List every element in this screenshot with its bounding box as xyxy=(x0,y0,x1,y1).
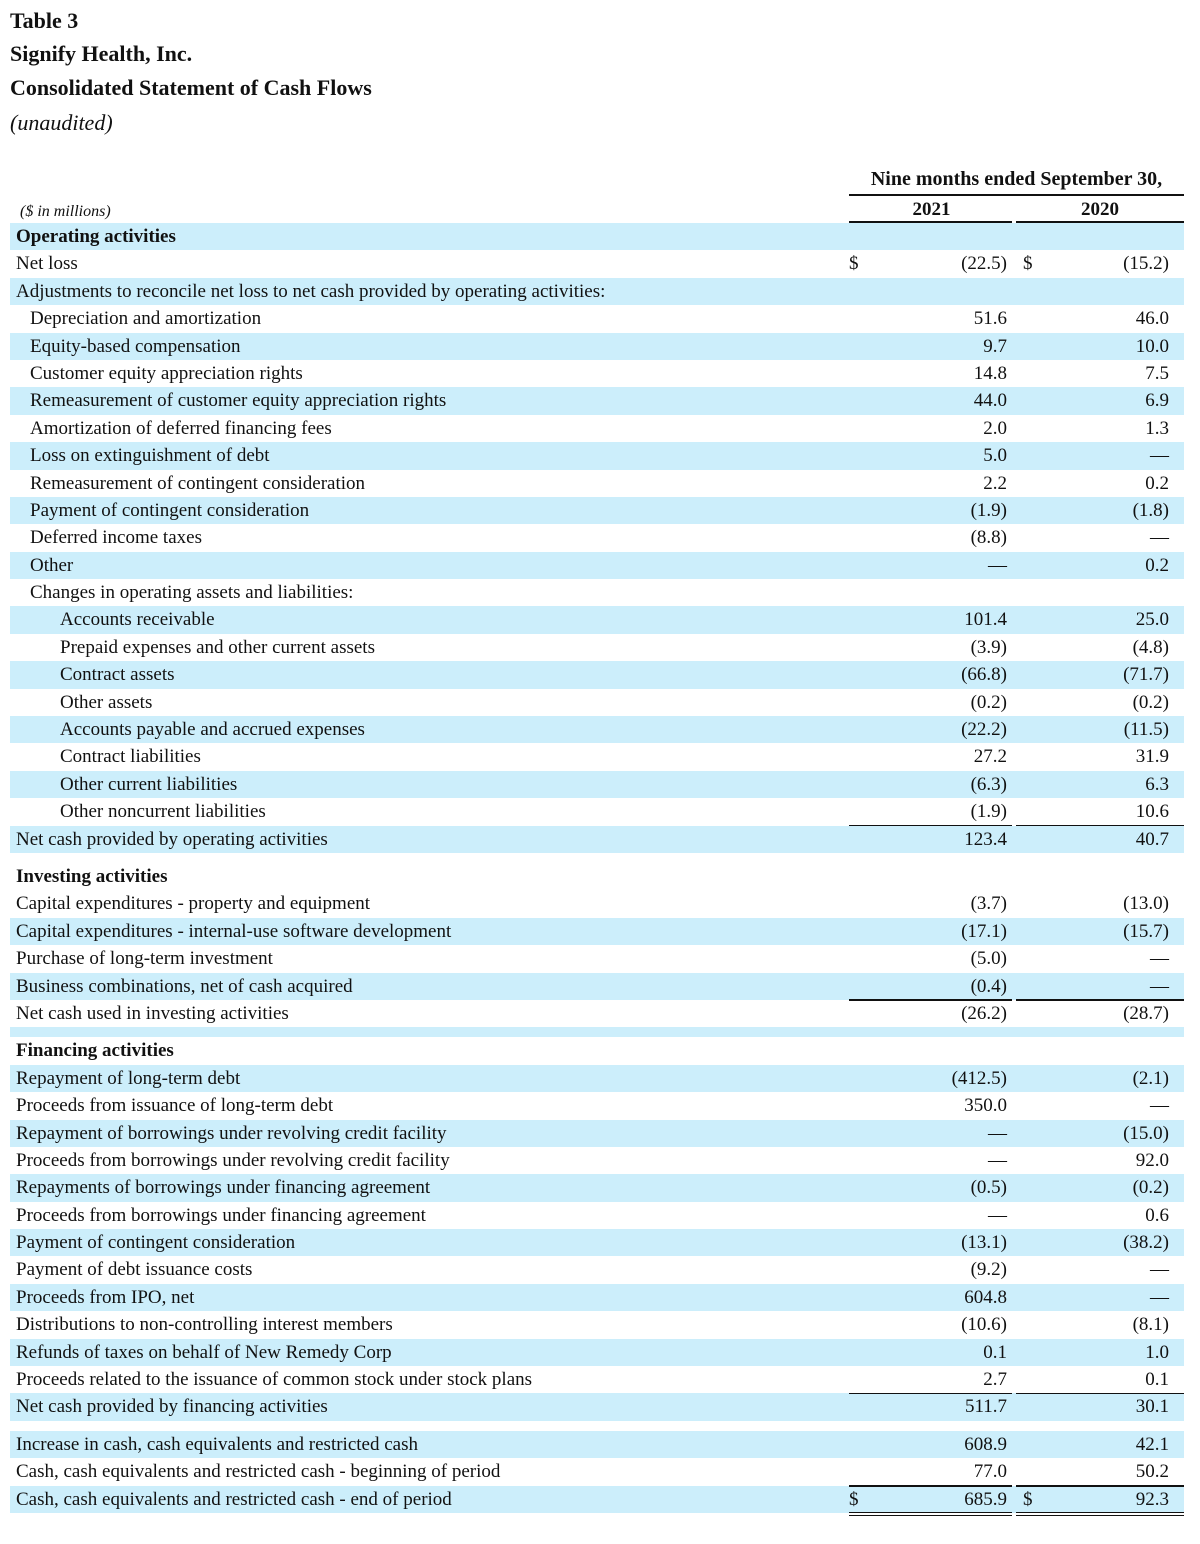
table-row xyxy=(10,579,1184,606)
value-2021: 604.8 xyxy=(964,1286,1007,1308)
table-row xyxy=(10,1431,1184,1458)
row-label: Loss on extinguishment of debt xyxy=(30,445,270,467)
table-row xyxy=(10,442,1184,469)
value-2020: 92.3 xyxy=(1135,1488,1169,1510)
value-2021: (3.9) xyxy=(970,636,1007,658)
row-label: Changes in operating assets and liabilities: xyxy=(30,582,354,604)
row-label: Refunds of taxes on behalf of New Remedy Corp xyxy=(16,1341,392,1363)
currency-symbol-2020: $ xyxy=(1023,253,1033,275)
value-2021: (8.8) xyxy=(970,527,1007,549)
value-2020: (11.5) xyxy=(1123,719,1169,741)
value-2021: 608.9 xyxy=(964,1433,1007,1455)
row-label: Repayment of borrowings under revolving credit facility xyxy=(16,1122,447,1144)
value-2020: — xyxy=(1150,975,1169,997)
currency-symbol-2021: $ xyxy=(849,1488,859,1510)
value-2020: — xyxy=(1150,948,1169,970)
table-row xyxy=(10,890,1184,917)
value-2020: 46.0 xyxy=(1135,308,1169,330)
row-label: Adjustments to reconcile net loss to net cash provided by operating activities: xyxy=(16,280,606,302)
table-row xyxy=(10,1339,1184,1366)
value-2021: — xyxy=(988,1122,1007,1144)
row-label: Proceeds from IPO, net xyxy=(16,1286,195,1308)
value-2020: (1.8) xyxy=(1132,499,1169,521)
row-label: Repayments of borrowings under financing agreement xyxy=(16,1177,431,1199)
value-2021: — xyxy=(988,1204,1007,1226)
currency-symbol-2020: $ xyxy=(1023,1488,1033,1510)
table-row xyxy=(10,1147,1184,1174)
row-label: Other noncurrent liabilities xyxy=(60,801,266,823)
table-row xyxy=(10,1174,1184,1201)
year-2020-header: 2020 xyxy=(1081,199,1119,220)
value-2020: 6.9 xyxy=(1145,390,1169,412)
table-row xyxy=(10,1311,1184,1338)
row-label: Amortization of deferred financing fees xyxy=(30,417,332,439)
table-row xyxy=(10,798,1184,825)
value-2020: (71.7) xyxy=(1123,664,1169,686)
table-row xyxy=(10,1284,1184,1311)
table-row xyxy=(10,661,1184,688)
table-row xyxy=(10,973,1184,1000)
value-2021: (5.0) xyxy=(970,948,1007,970)
cash-flow-table xyxy=(10,223,1184,1513)
row-label: Purchase of long-term investment xyxy=(16,948,273,970)
table-row xyxy=(10,1120,1184,1147)
value-2021: 9.7 xyxy=(983,335,1007,357)
table-row xyxy=(10,634,1184,661)
value-2021: (22.5) xyxy=(961,253,1007,275)
value-2021: 2.2 xyxy=(983,472,1007,494)
value-2021: (26.2) xyxy=(961,1002,1007,1024)
row-label: Proceeds from borrowings under financing agreement xyxy=(16,1204,426,1226)
table-row xyxy=(10,1256,1184,1283)
table-row xyxy=(10,1393,1184,1420)
value-2021: 123.4 xyxy=(964,828,1007,850)
value-2020: — xyxy=(1150,1095,1169,1117)
row-spacer xyxy=(10,1027,1184,1037)
value-2021: (10.6) xyxy=(961,1314,1007,1336)
row-label: Payment of contingent consideration xyxy=(16,1232,296,1254)
value-2020: 31.9 xyxy=(1135,746,1169,768)
value-2020: (13.0) xyxy=(1123,893,1169,915)
value-2021: — xyxy=(988,1149,1007,1171)
value-2020: (38.2) xyxy=(1123,1232,1169,1254)
row-label: Other assets xyxy=(60,691,153,713)
value-2020: (15.2) xyxy=(1123,253,1169,275)
table-row xyxy=(10,387,1184,414)
value-2021: (1.9) xyxy=(970,801,1007,823)
row-label: Increase in cash, cash equivalents and restricted cash xyxy=(16,1433,418,1455)
value-2021: 51.6 xyxy=(973,308,1007,330)
table-row xyxy=(10,826,1184,853)
table-row xyxy=(10,250,1184,277)
value-2021: (66.8) xyxy=(961,664,1007,686)
value-2021: 2.0 xyxy=(983,417,1007,439)
table-row xyxy=(10,305,1184,332)
table-row xyxy=(10,333,1184,360)
table-row xyxy=(10,1202,1184,1229)
value-2020: 1.3 xyxy=(1145,417,1169,439)
row-label: Investing activities xyxy=(16,865,168,887)
value-2021: (0.4) xyxy=(970,975,1007,997)
row-label: Payment of contingent consideration xyxy=(30,499,310,521)
value-2020: 0.6 xyxy=(1145,1204,1169,1226)
table-row xyxy=(10,1486,1184,1513)
row-label: Business combinations, net of cash acquired xyxy=(16,975,353,997)
table-row xyxy=(10,497,1184,524)
table-row xyxy=(10,552,1184,579)
subtotal-rule-2020 xyxy=(1016,999,1184,1001)
row-label: Proceeds related to the issuance of common stock under stock plans xyxy=(16,1369,533,1391)
value-2020: — xyxy=(1150,445,1169,467)
total-double-rule-2020 xyxy=(1016,1512,1184,1516)
value-2020: — xyxy=(1150,527,1169,549)
value-2021: (13.1) xyxy=(961,1232,1007,1254)
table-row xyxy=(10,415,1184,442)
subtotal-rule-2020 xyxy=(1016,1393,1184,1395)
value-2020: (15.7) xyxy=(1123,920,1169,942)
value-2020: (0.2) xyxy=(1132,691,1169,713)
section-header xyxy=(10,223,1184,250)
year-2021-header: 2021 xyxy=(912,199,951,220)
table-row xyxy=(10,1065,1184,1092)
table-row xyxy=(10,716,1184,743)
row-label: Net cash provided by operating activities xyxy=(16,828,328,850)
row-label: Other xyxy=(30,554,74,576)
value-2021: (3.7) xyxy=(970,893,1007,915)
table-row xyxy=(10,278,1184,305)
value-2020: 92.0 xyxy=(1135,1149,1169,1171)
row-label: Contract assets xyxy=(60,664,175,686)
value-2021: 350.0 xyxy=(964,1095,1007,1117)
value-2020: 40.7 xyxy=(1135,828,1169,850)
value-2021: 2.7 xyxy=(983,1369,1007,1391)
table-row xyxy=(10,771,1184,798)
table-row xyxy=(10,689,1184,716)
value-2021: 27.2 xyxy=(973,746,1007,768)
row-spacer xyxy=(10,853,1184,863)
table-row xyxy=(10,743,1184,770)
row-label: Distributions to non-controlling interest members xyxy=(16,1314,393,1336)
value-2020: (15.0) xyxy=(1123,1122,1169,1144)
table-row xyxy=(10,470,1184,497)
statement-title: Consolidated Statement of Cash Flows xyxy=(10,75,372,100)
row-label: Depreciation and amortization xyxy=(30,308,262,330)
value-2020: 7.5 xyxy=(1145,362,1169,384)
row-label: Proceeds from borrowings under revolving credit facility xyxy=(16,1149,450,1171)
value-2021: (17.1) xyxy=(961,920,1007,942)
value-2021: 101.4 xyxy=(964,609,1007,631)
row-label: Payment of debt issuance costs xyxy=(16,1259,253,1281)
table-row xyxy=(10,1229,1184,1256)
row-label: Operating activities xyxy=(16,226,176,247)
row-label: Repayment of long-term debt xyxy=(16,1067,241,1089)
subtotal-rule-2021 xyxy=(849,825,1012,827)
period-header-rule xyxy=(849,194,1184,196)
value-2020: (28.7) xyxy=(1123,1002,1169,1024)
value-2021: (0.5) xyxy=(970,1177,1007,1199)
subtotal-rule-2020 xyxy=(1016,1485,1184,1487)
table-row xyxy=(10,606,1184,633)
value-2020: 0.2 xyxy=(1145,554,1169,576)
row-label: Capital expenditures - property and equipment xyxy=(16,893,371,915)
value-2021: (1.9) xyxy=(970,499,1007,521)
value-2020: (2.1) xyxy=(1132,1067,1169,1089)
value-2020: 50.2 xyxy=(1135,1461,1169,1483)
value-2020: 10.0 xyxy=(1135,335,1169,357)
row-label: Remeasurement of customer equity appreciation rights xyxy=(30,390,447,412)
statement-qualifier: (unaudited) xyxy=(10,110,113,135)
value-2020: 0.1 xyxy=(1145,1369,1169,1391)
units-label: ($ in millions) xyxy=(20,203,111,220)
table-row xyxy=(10,1000,1184,1027)
value-2020: 6.3 xyxy=(1145,773,1169,795)
currency-symbol-2021: $ xyxy=(849,253,859,275)
value-2020: — xyxy=(1150,1286,1169,1308)
subtotal-rule-2020 xyxy=(1016,825,1184,827)
row-label: Cash, cash equivalents and restricted cash - beginning of period xyxy=(16,1461,501,1483)
row-label: Net loss xyxy=(16,253,78,275)
row-label: Capital expenditures - internal-use software development xyxy=(16,920,452,942)
table-label: Table 3 xyxy=(10,8,79,33)
value-2021: 77.0 xyxy=(973,1461,1007,1483)
row-label: Other current liabilities xyxy=(60,773,238,795)
value-2020: (0.2) xyxy=(1132,1177,1169,1199)
value-2020: 1.0 xyxy=(1145,1341,1169,1363)
row-label: Financing activities xyxy=(16,1040,174,1062)
value-2020: 30.1 xyxy=(1135,1396,1169,1418)
value-2021: 685.9 xyxy=(964,1488,1007,1510)
row-label: Contract liabilities xyxy=(60,746,201,768)
subtotal-rule-2021 xyxy=(849,999,1012,1001)
row-label: Cash, cash equivalents and restricted cash - end of period xyxy=(16,1488,452,1510)
table-row xyxy=(10,918,1184,945)
row-spacer xyxy=(10,1421,1184,1431)
value-2020: 25.0 xyxy=(1135,609,1169,631)
row-label: Prepaid expenses and other current assets xyxy=(60,636,375,658)
row-label: Net cash provided by financing activities xyxy=(16,1396,328,1418)
row-label: Equity-based compensation xyxy=(30,335,241,357)
table-row xyxy=(10,1092,1184,1119)
total-double-rule-2021 xyxy=(849,1512,1012,1516)
value-2021: — xyxy=(988,554,1007,576)
row-label: Net cash used in investing activities xyxy=(16,1002,289,1024)
value-2020: (8.1) xyxy=(1132,1314,1169,1336)
value-2021: (0.2) xyxy=(970,691,1007,713)
value-2020: 0.2 xyxy=(1145,472,1169,494)
value-2020: — xyxy=(1150,1259,1169,1281)
value-2021: (6.3) xyxy=(970,773,1007,795)
section-header xyxy=(10,863,1184,890)
value-2021: 44.0 xyxy=(973,390,1007,412)
company-name: Signify Health, Inc. xyxy=(10,41,193,66)
section-header xyxy=(10,1037,1184,1064)
value-2021: (412.5) xyxy=(951,1067,1007,1089)
subtotal-rule-2021 xyxy=(849,1485,1012,1487)
value-2021: 14.8 xyxy=(973,362,1007,384)
row-label: Proceeds from issuance of long-term debt xyxy=(16,1095,334,1117)
row-label: Accounts payable and accrued expenses xyxy=(60,719,365,741)
subtotal-rule-2021 xyxy=(849,1393,1012,1395)
value-2021: (22.2) xyxy=(961,719,1007,741)
table-row xyxy=(10,1366,1184,1393)
row-label: Customer equity appreciation rights xyxy=(30,362,303,384)
table-row xyxy=(10,945,1184,972)
value-2020: 42.1 xyxy=(1135,1433,1169,1455)
table-row xyxy=(10,360,1184,387)
value-2020: (4.8) xyxy=(1132,636,1169,658)
table-row xyxy=(10,524,1184,551)
value-2021: 5.0 xyxy=(983,445,1007,467)
row-label: Accounts receivable xyxy=(60,609,215,631)
row-label: Remeasurement of contingent consideration xyxy=(30,472,366,494)
period-header: Nine months ended September 30, xyxy=(870,168,1163,190)
value-2021: (9.2) xyxy=(970,1259,1007,1281)
value-2021: 511.7 xyxy=(964,1396,1007,1418)
value-2021: 0.1 xyxy=(983,1341,1007,1363)
table-row xyxy=(10,1458,1184,1485)
row-label: Deferred income taxes xyxy=(30,527,202,549)
value-2020: 10.6 xyxy=(1135,801,1169,823)
